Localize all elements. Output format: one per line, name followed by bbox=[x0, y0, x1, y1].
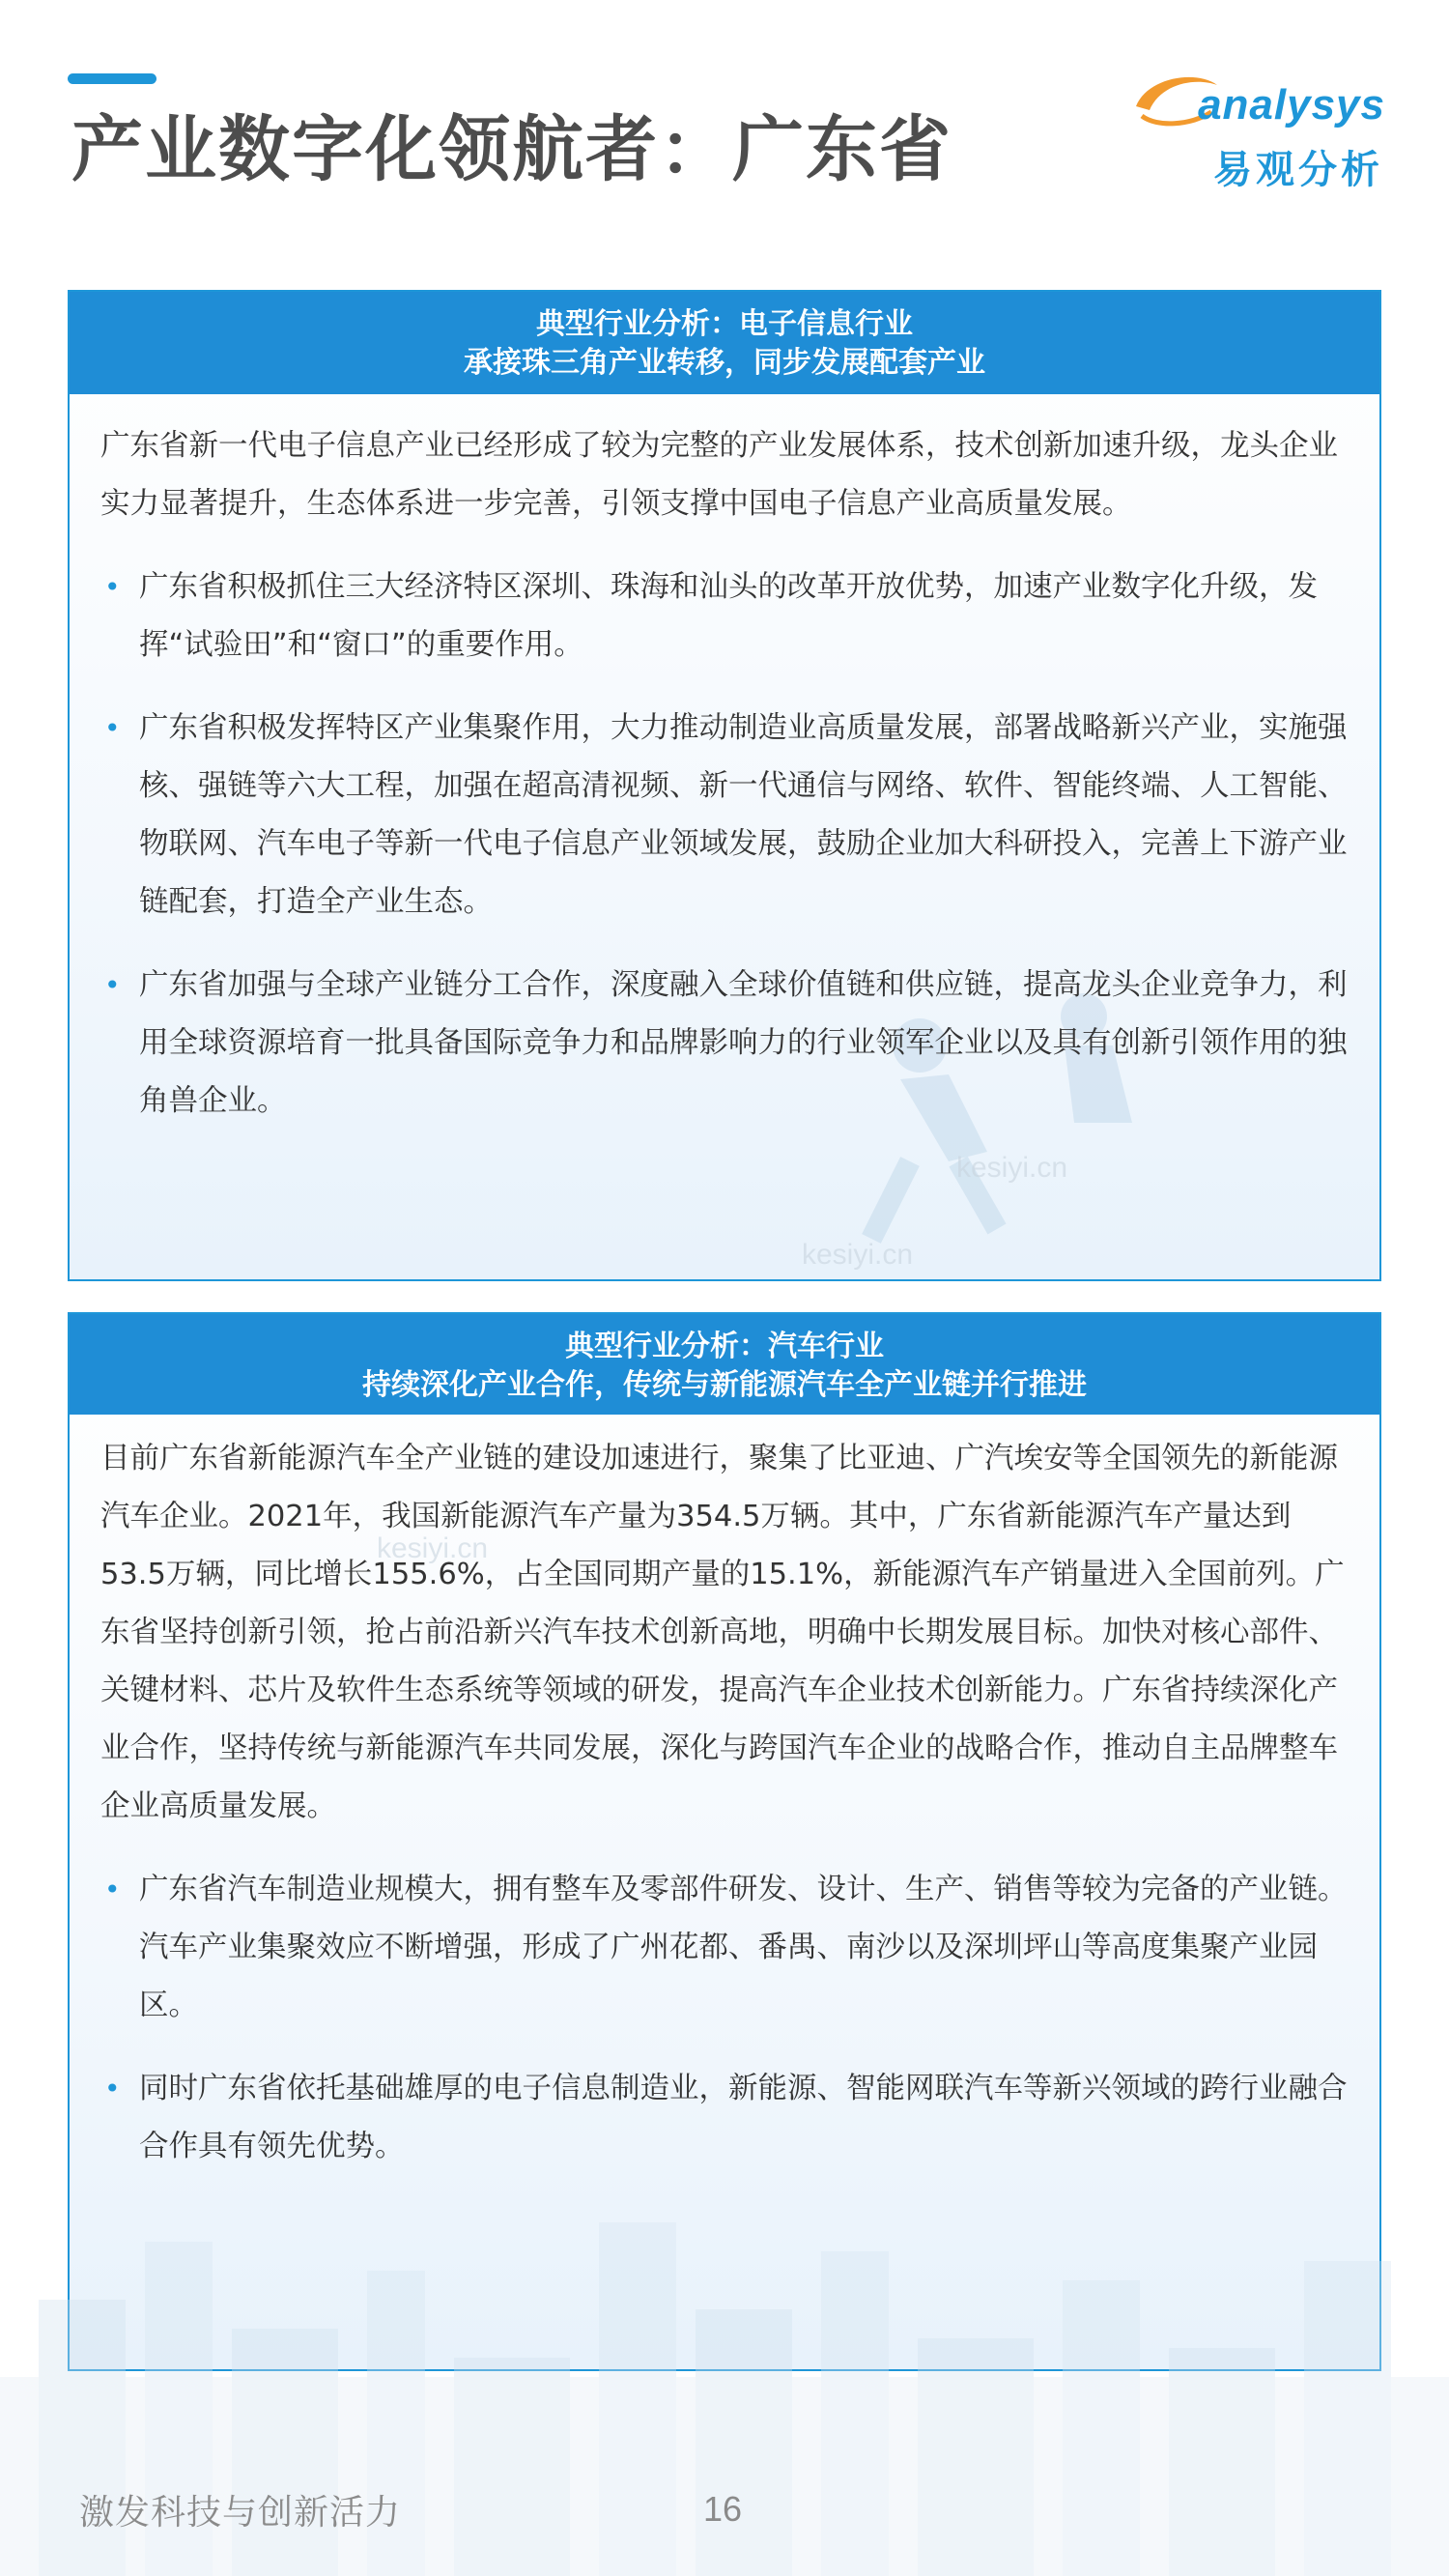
bullet-dot-icon: • bbox=[104, 1874, 121, 1905]
section-heading-line1: 典型行业分析：电子信息行业 bbox=[536, 307, 913, 341]
bullet-list bbox=[100, 1861, 1349, 2176]
section-intro: 广东省新一代电子信息产业已经形成了较为完整的产业发展体系，技术创新加速升级，龙头企业实力显著提升，生态体系进一步完善，引领支撑中国电子信息产业高质量发展。 bbox=[100, 429, 1338, 521]
list-item bbox=[100, 2060, 1349, 2176]
logo-wordmark: analysys bbox=[1198, 81, 1385, 129]
section-header bbox=[70, 292, 1379, 394]
section-body bbox=[70, 1430, 1379, 2176]
analysys-logo bbox=[1128, 64, 1399, 192]
watermark-text: kesiyi.cn bbox=[377, 1532, 489, 1564]
bullet-dot-icon: • bbox=[104, 712, 121, 744]
bullet-text: 同时广东省依托基础雄厚的电子信息制造业，新能源、智能网联汽车等新兴领域的跨行业融合合作具有领先优势。 bbox=[139, 2072, 1348, 2163]
title-accent-bar bbox=[68, 73, 156, 84]
footer-slogan: 激发科技与创新活力 bbox=[79, 2493, 402, 2533]
bullet-dot-icon: • bbox=[104, 571, 121, 603]
page-number: 16 bbox=[703, 2489, 743, 2529]
list-item bbox=[100, 957, 1349, 1131]
page-title: 产业数字化领航者：广东省 bbox=[71, 108, 952, 191]
bullet-text: 广东省汽车制造业规模大，拥有整车及零部件研发、设计、生产、销售等较为完备的产业链。汽车产业集聚效应不断增强，形成了广州花都、番禺、南沙以及深圳坪山等高度集聚产业园区。 bbox=[139, 1873, 1348, 2022]
section-heading-line2: 承接珠三角产业转移，同步发展配套产业 bbox=[464, 346, 985, 380]
watermark-text: kesiyi.cn bbox=[802, 1239, 914, 1271]
bullet-dot-icon: • bbox=[104, 2073, 121, 2104]
bullet-text: 广东省积极发挥特区产业集聚作用，大力推动制造业高质量发展，部署战略新兴产业，实施强核、强链等六大工程，加强在超高清视频、新一代通信与网络、软件、智能终端、人工智能、物联网、汽车电子等新一代电子信息产业领域发展，鼓励企业加大科研投入，完善上下游产业链配套，打造全产业生态。 bbox=[139, 711, 1348, 919]
section-heading-line2: 持续深化产业合作，传统与新能源汽车全产业链并行推进 bbox=[362, 1368, 1087, 1402]
list-item bbox=[100, 1861, 1349, 2035]
section-intro: 目前广东省新能源汽车全产业链的建设加速进行，聚集了比亚迪、广汽埃安等全国领先的新能源汽车企业。2021年，我国新能源汽车产量为354.5万辆。其中，广东省新能源汽车产量达到53.5万辆，同比增长155.6%，占全国同期产量的15.1%，新能源汽车产销量进入全国前列。广东省坚持创新引领，抢占前沿新兴汽车技术创新高地，明确中长期发展目标。加快对核心部件、关键材料、芯片及软件生态系统等领域的研发，提高汽车企业技术创新能力。广东省持续深化产业合作，坚持传统与新能源汽车共同发展，深化与跨国汽车企业的战略合作，推动自主品牌整车企业高质量发展。 bbox=[100, 1442, 1345, 1823]
list-item bbox=[100, 700, 1349, 931]
section-header bbox=[70, 1314, 1379, 1415]
watermark-text: kesiyi.cn bbox=[956, 1152, 1068, 1184]
logo-brand-cn: 易观分析 bbox=[1213, 148, 1383, 192]
section-heading-line1: 典型行业分析：汽车行业 bbox=[565, 1330, 884, 1363]
list-item bbox=[100, 558, 1349, 674]
bullet-text: 广东省加强与全球产业链分工合作，深度融入全球价值链和供应链，提高龙头企业竞争力，利用全球资源培育一批具备国际竞争力和品牌影响力的行业领军企业以及具有创新引领作用的独角兽企业。 bbox=[139, 968, 1348, 1118]
bullet-dot-icon: • bbox=[104, 969, 121, 1001]
bullet-text: 广东省积极抓住三大经济特区深圳、珠海和汕头的改革开放优势，加速产业数字化升级，发挥“试验田”和“窗口”的重要作用。 bbox=[139, 570, 1318, 662]
section-body bbox=[70, 417, 1379, 1131]
bullet-list bbox=[100, 558, 1349, 1131]
electronics-section bbox=[68, 290, 1381, 1281]
